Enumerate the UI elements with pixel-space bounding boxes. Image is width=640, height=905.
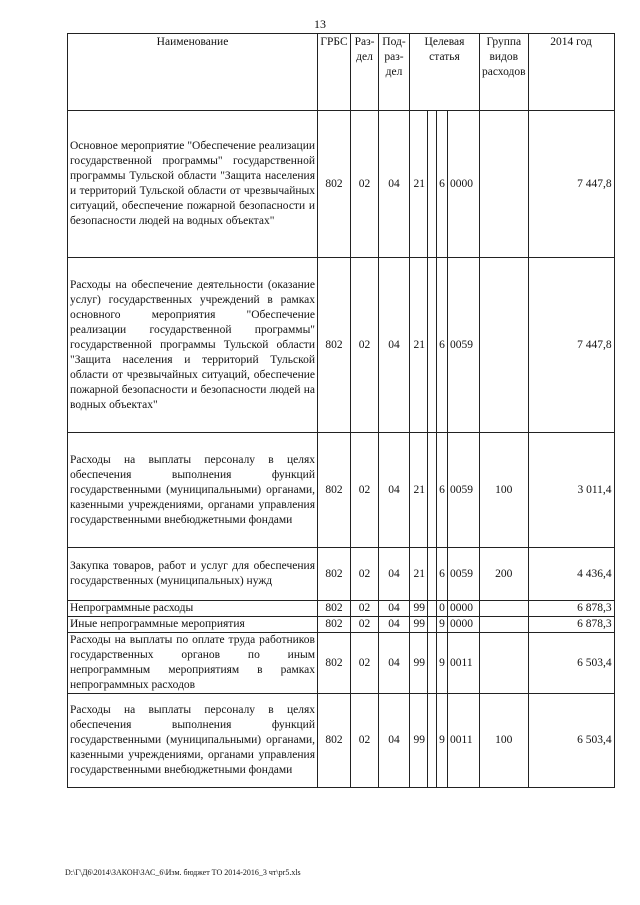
table-row: [68, 548, 615, 601]
cell-sum: 6 878,3: [528, 601, 614, 617]
cell-cs2: [428, 633, 437, 694]
cell-grbs: 802: [318, 601, 351, 617]
table-row: [68, 601, 615, 617]
page-number: 13: [314, 17, 326, 31]
cell-grbs: 802: [318, 617, 351, 633]
table-row: [68, 694, 615, 788]
cell-cs3: 6: [437, 548, 448, 601]
cell-grbs: 802: [318, 111, 351, 258]
cell-cs1: 21: [410, 111, 428, 258]
cell-cs3: 9: [437, 633, 448, 694]
cell-cs4: 0011: [448, 694, 480, 788]
cell-vr: [480, 601, 529, 617]
cell-cs2: [428, 433, 437, 548]
cell-pr: 04: [379, 548, 410, 601]
cell-name: Закупка товаров, работ и услуг для обеспечения государственных (муниципальных) нужд: [68, 548, 318, 601]
cell-cs2: [428, 111, 437, 258]
cell-cs3: 6: [437, 258, 448, 433]
header-year: 2014 год: [528, 34, 614, 111]
cell-name: Расходы на выплаты персоналу в целях обеспечения выполнения функций государственными (муниципальными) органами, казенными учреждениями, органами управления государственными внебюджетными фондами: [68, 433, 318, 548]
cell-cs4: 0011: [448, 633, 480, 694]
cell-cs3: 6: [437, 111, 448, 258]
cell-rz: 02: [351, 617, 379, 633]
table-row: [68, 111, 615, 258]
cell-cs3: 0: [437, 601, 448, 617]
cell-cs2: [428, 694, 437, 788]
cell-name: Расходы на выплаты персоналу в целях обеспечения выполнения функций государственными (муниципальными) органами, казенными учреждениями, органами управления государственными внебюджетными фондами: [68, 694, 318, 788]
header-podrazdel: Под-раз-дел: [379, 34, 410, 111]
cell-sum: 6 503,4: [528, 633, 614, 694]
cell-cs3: 6: [437, 433, 448, 548]
cell-cs1: 99: [410, 633, 428, 694]
table-row: [68, 633, 615, 694]
cell-rz: 02: [351, 601, 379, 617]
header-grbs: ГРБС: [318, 34, 351, 111]
cell-vr: 100: [480, 433, 529, 548]
cell-cs4: 0000: [448, 601, 480, 617]
cell-cs2: [428, 548, 437, 601]
cell-cs4: 0000: [448, 111, 480, 258]
cell-sum: 6 503,4: [528, 694, 614, 788]
cell-grbs: 802: [318, 433, 351, 548]
header-target: Целевая статья: [410, 34, 480, 111]
cell-rz: 02: [351, 548, 379, 601]
cell-cs3: 9: [437, 694, 448, 788]
cell-name: Расходы на выплаты по оплате труда работников государственных органов по иным непрограммным мероприятиям в рамках непрограммных расходов: [68, 633, 318, 694]
budget-table: [67, 33, 615, 788]
cell-rz: 02: [351, 258, 379, 433]
cell-sum: 7 447,8: [528, 111, 614, 258]
cell-grbs: 802: [318, 258, 351, 433]
cell-cs1: 21: [410, 433, 428, 548]
cell-rz: 02: [351, 694, 379, 788]
cell-pr: 04: [379, 433, 410, 548]
cell-name: Расходы на обеспечение деятельности (оказание услуг) государственных учреждений в рамках основного мероприятия "Обеспечение реализации государственной программы" государственной программы Тульской области "Защита населения и территорий Тульской области от чрезвычайных ситуаций, обеспечение пожарной безопасности и безопасности людей на водных объектах": [68, 258, 318, 433]
cell-cs4: 0059: [448, 548, 480, 601]
table-row: [68, 617, 615, 633]
cell-cs3: 9: [437, 617, 448, 633]
cell-sum: 6 878,3: [528, 617, 614, 633]
cell-cs2: [428, 617, 437, 633]
cell-vr: [480, 258, 529, 433]
cell-cs1: 99: [410, 601, 428, 617]
cell-cs4: 0059: [448, 258, 480, 433]
cell-vr: [480, 111, 529, 258]
cell-vr: 200: [480, 548, 529, 601]
cell-cs2: [428, 258, 437, 433]
cell-name: Основное мероприятие "Обеспечение реализации государственной программы" государственной программы Тульской области "Защита населения и территорий Тульской области от чрезвычайных ситуаций, обеспечение пожарной безопасности и безопасности людей на водных объектах": [68, 111, 318, 258]
cell-pr: 04: [379, 694, 410, 788]
table-row: [68, 258, 615, 433]
table-row: [68, 433, 615, 548]
cell-grbs: 802: [318, 548, 351, 601]
cell-cs4: 0059: [448, 433, 480, 548]
cell-cs1: 99: [410, 694, 428, 788]
cell-cs1: 21: [410, 548, 428, 601]
cell-cs1: 21: [410, 258, 428, 433]
cell-pr: 04: [379, 258, 410, 433]
cell-grbs: 802: [318, 694, 351, 788]
cell-name: Непрограммные расходы: [68, 601, 318, 617]
file-path-footer: D:\Г\Д6\2014\ЗАКОН\ЗАС_6\Изм. бюджет ТО 2014-2016_3 чт\pr5.xls: [65, 868, 301, 877]
cell-pr: 04: [379, 601, 410, 617]
cell-sum: 3 011,4: [528, 433, 614, 548]
cell-rz: 02: [351, 433, 379, 548]
table-header-row: [68, 34, 615, 111]
cell-cs4: 0000: [448, 617, 480, 633]
cell-name: Иные непрограммные мероприятия: [68, 617, 318, 633]
cell-vr: 100: [480, 694, 529, 788]
cell-pr: 04: [379, 111, 410, 258]
header-group: Группа видов расходов: [480, 34, 529, 111]
header-name: Наименование: [68, 34, 318, 111]
cell-cs2: [428, 601, 437, 617]
cell-grbs: 802: [318, 633, 351, 694]
cell-vr: [480, 617, 529, 633]
cell-cs1: 99: [410, 617, 428, 633]
cell-rz: 02: [351, 111, 379, 258]
cell-sum: 4 436,4: [528, 548, 614, 601]
header-razdel: Раз-дел: [351, 34, 379, 111]
cell-pr: 04: [379, 617, 410, 633]
cell-sum: 7 447,8: [528, 258, 614, 433]
cell-pr: 04: [379, 633, 410, 694]
cell-vr: [480, 633, 529, 694]
cell-rz: 02: [351, 633, 379, 694]
